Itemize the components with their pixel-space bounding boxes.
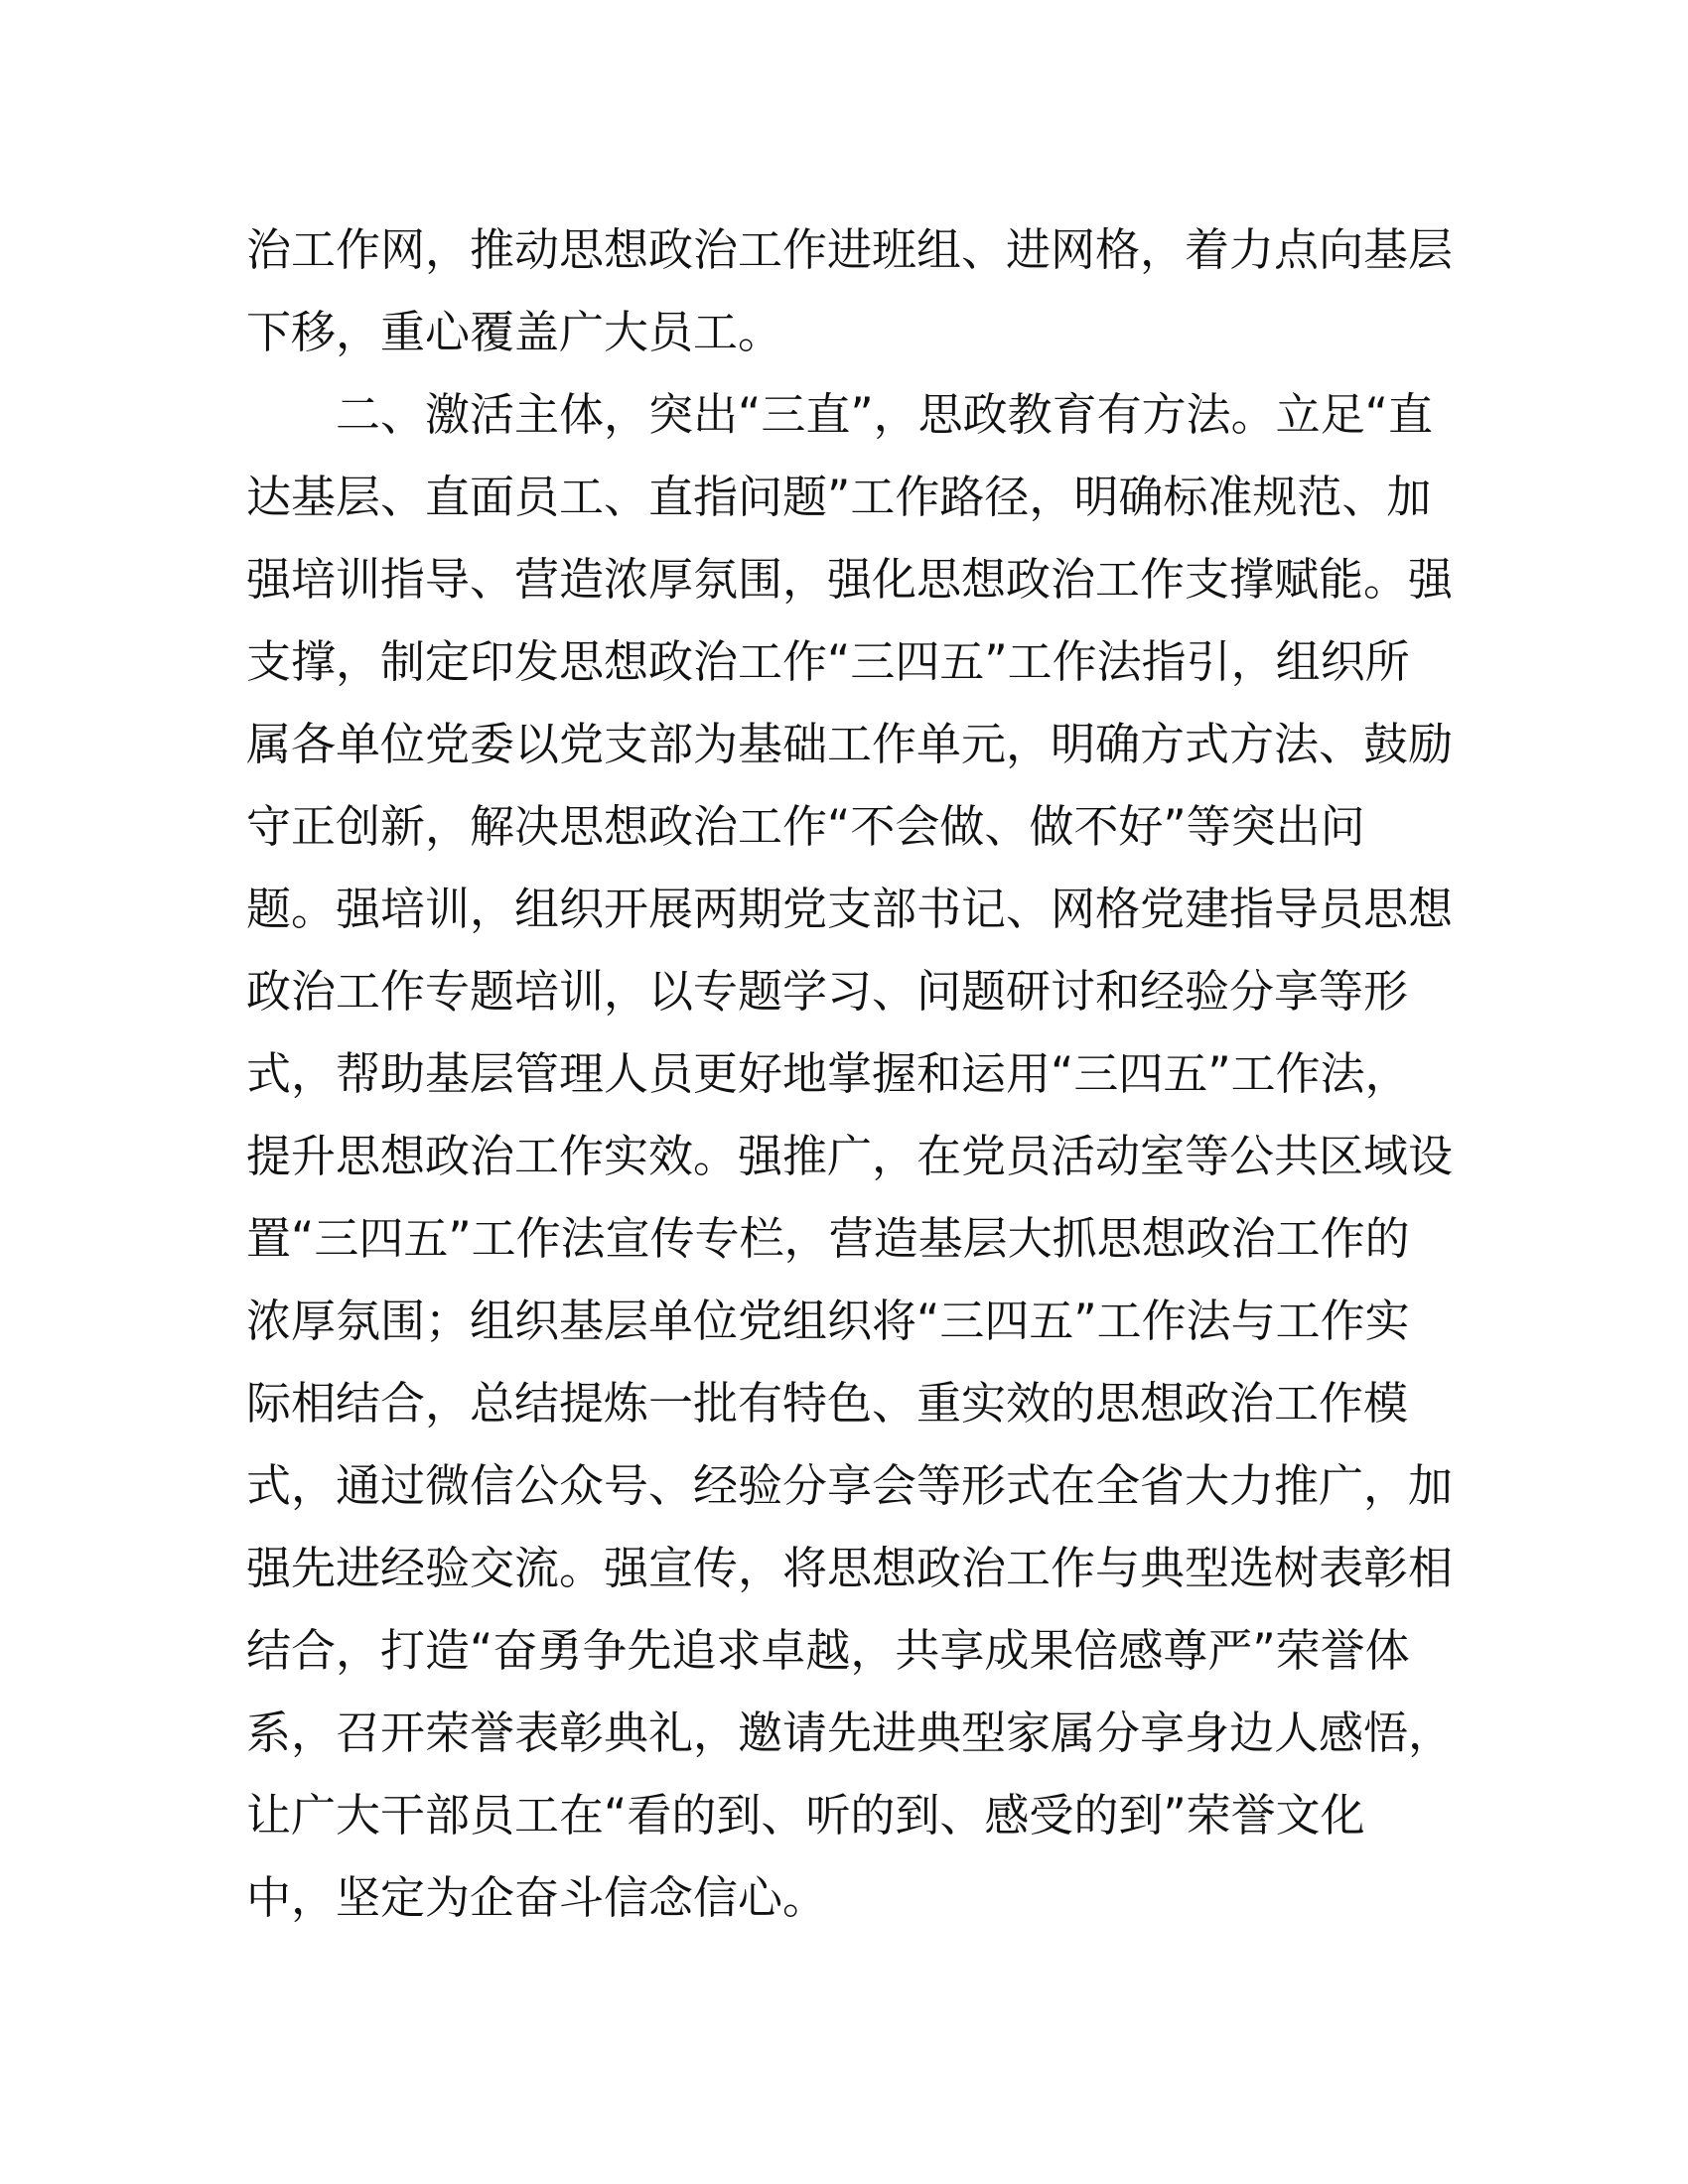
text-line: 二、激活主体，突出“三直”，思政教育有方法。立足“直 bbox=[336, 388, 1433, 441]
text-line: 式，通过微信公众号、经验分享会等形式在全省大力推广，加 bbox=[246, 1459, 1454, 1512]
text-line: 式，帮助基层管理人员更好地掌握和运用“三四五”工作法， bbox=[246, 1047, 1410, 1100]
text-line: 强先进经验交流。强宣传，将思想政治工作与典型选树表彰相 bbox=[246, 1542, 1454, 1594]
text-line: 浓厚氛围；组织基层单位党组织将“三四五”工作法与工作实 bbox=[246, 1295, 1410, 1347]
text-line: 强培训指导、营造浓厚氛围，强化思想政治工作支撑赋能。强 bbox=[246, 553, 1454, 606]
text-line: 系，召开荣誉表彰典礼，邀请先进典型家属分享身边人感悟， bbox=[246, 1706, 1454, 1759]
text-line: 题。强培训，组织开展两期党支部书记、网格党建指导员思想 bbox=[246, 883, 1454, 935]
text-line: 政治工作专题培训，以专题学习、问题研讨和经验分享等形 bbox=[246, 965, 1409, 1018]
text-line: 下移，重心覆盖广大员工。 bbox=[246, 306, 783, 358]
text-line: 中，坚定为企奋斗信念信心。 bbox=[246, 1871, 828, 1924]
text-line: 让广大干部员工在“看的到、听的到、感受的到”荣誉文化 bbox=[246, 1789, 1365, 1842]
text-line: 支撑，制定印发思想政治工作“三四五”工作法指引，组织所 bbox=[246, 635, 1410, 688]
text-line: 属各单位党委以党支部为基础工作单元，明确方式方法、鼓励 bbox=[246, 718, 1454, 770]
text-line: 达基层、直面员工、直指问题”工作路径，明确标准规范、加 bbox=[246, 471, 1432, 523]
paragraph-2 bbox=[246, 373, 1454, 1939]
text-line: 结合，打造“奋勇争先追求卓越，共享成果倍感尊严”荣誉体 bbox=[246, 1624, 1410, 1677]
text-line: 际相结合，总结提炼一批有特色、重实效的思想政治工作模 bbox=[246, 1377, 1409, 1430]
text-line: 置“三四五”工作法宣传专栏，营造基层大抓思想政治工作的 bbox=[246, 1212, 1410, 1265]
paragraph-1 bbox=[246, 208, 1454, 373]
text-line: 守正创新，解决思想政治工作“不会做、做不好”等突出问 bbox=[246, 800, 1365, 853]
text-line: 治工作网，推动思想政治工作进班组、进网格，着力点向基层 bbox=[246, 223, 1454, 276]
document-body bbox=[246, 208, 1454, 1939]
text-line: 提升思想政治工作实效。强推广，在党员活动室等公共区域设 bbox=[246, 1130, 1454, 1182]
